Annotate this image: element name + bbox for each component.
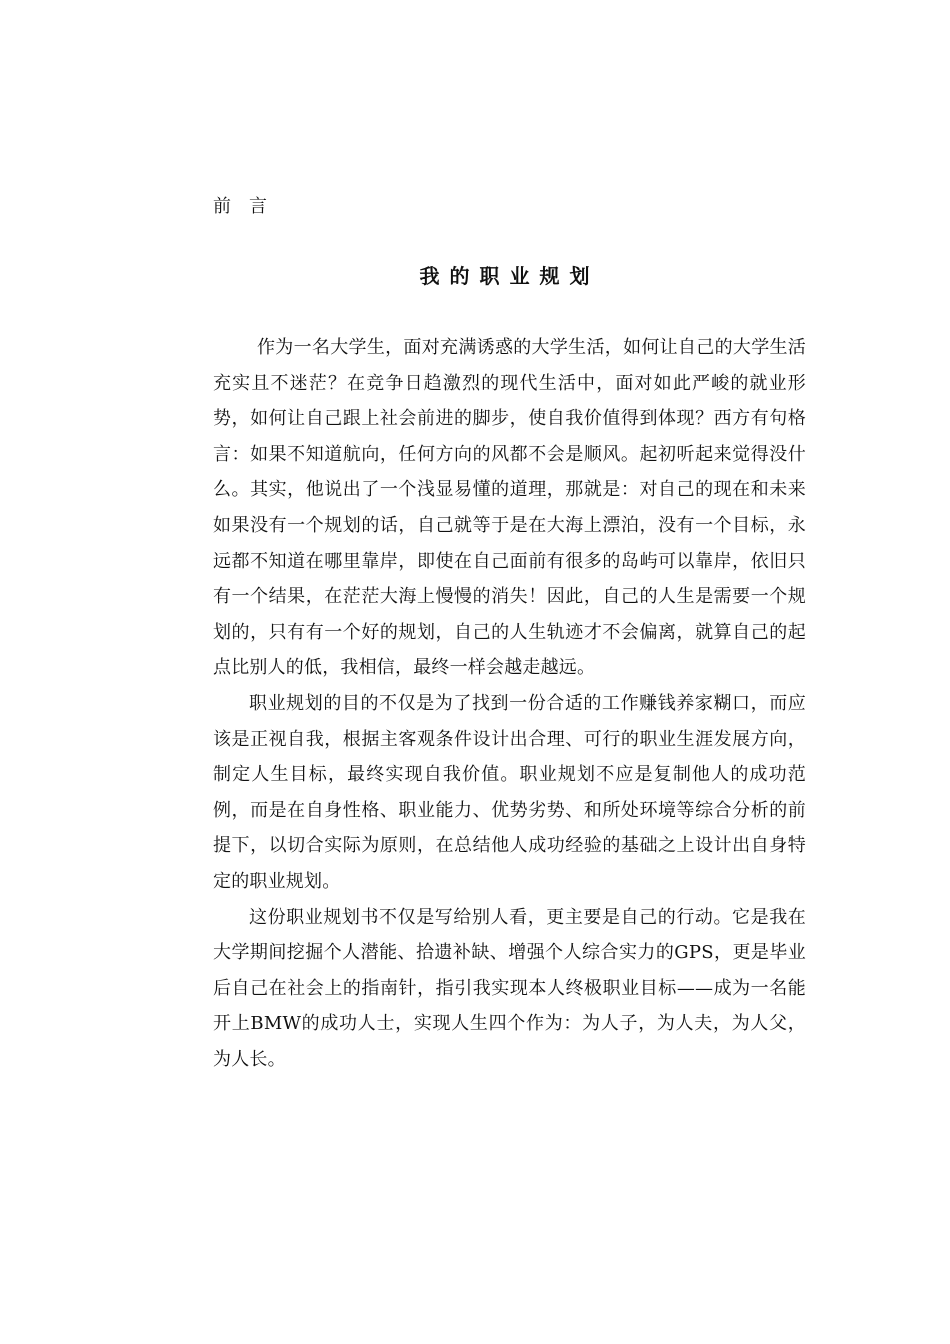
preface-label: 前 言 xyxy=(213,196,267,217)
paragraph-purpose: 职业规划的目的不仅是为了找到一份合适的工作赚钱养家糊口，而应该是正视自我，根据主客观条件设计出合理、可行的职业生涯发展方向，制定人生目标，最终实现自我价值。职业规划不应是复制他人的成功范例，而是在自身性格、职业能力、优势劣势、和所处环境等综合分析的前提下，以切合实际为原则，在总结他人成功经验的基础之上设计出自身特定的职业规划。 xyxy=(213,692,806,892)
paragraph-intro: 作为一名大学生，面对充满诱惑的大学生活，如何让自己的大学生活充实且不迷茫？在竞争日趋激烈的现代生活中，面对如此严峻的就业形势，如何让自己跟上社会前进的脚步，使自我价值得到体现？西方有句格言：如果不知道航向，任何方向的风都不会是顺风。起初听起来觉得没什么。其实，他说出了一个浅显易懂的道理，那就是：对自己的现在和未来如果没有一个规划的话，自己就等于是在大海上漂泊，没有一个目标，永远都不知道在哪里靠岸，即使在自己面前有很多的岛屿可以靠岸，依旧只有一个结果，在茫茫大海上慢慢的消失！因此，自己的人生是需要一个规划的，只有有一个好的规划，自己的人生轨迹才不会偏离，就算自己的起点比别人的低，我相信，最终一样会越走越远。 xyxy=(213,337,806,679)
document-title: 我的职业规划 xyxy=(419,264,600,288)
body-text xyxy=(213,330,806,1077)
paragraph-conclusion: 这份职业规划书不仅是写给别人看，更主要是自己的行动。它是我在大学期间挖掘个人潜能、拾遗补缺、增强个人综合实力的GPS，更是毕业后自己在社会上的指南针，指引我实现本人终极职业目标——成为一名能开上BMW的成功人士，实现人生四个作为：为人子，为人夫，为人父，为人长。 xyxy=(213,906,806,1070)
